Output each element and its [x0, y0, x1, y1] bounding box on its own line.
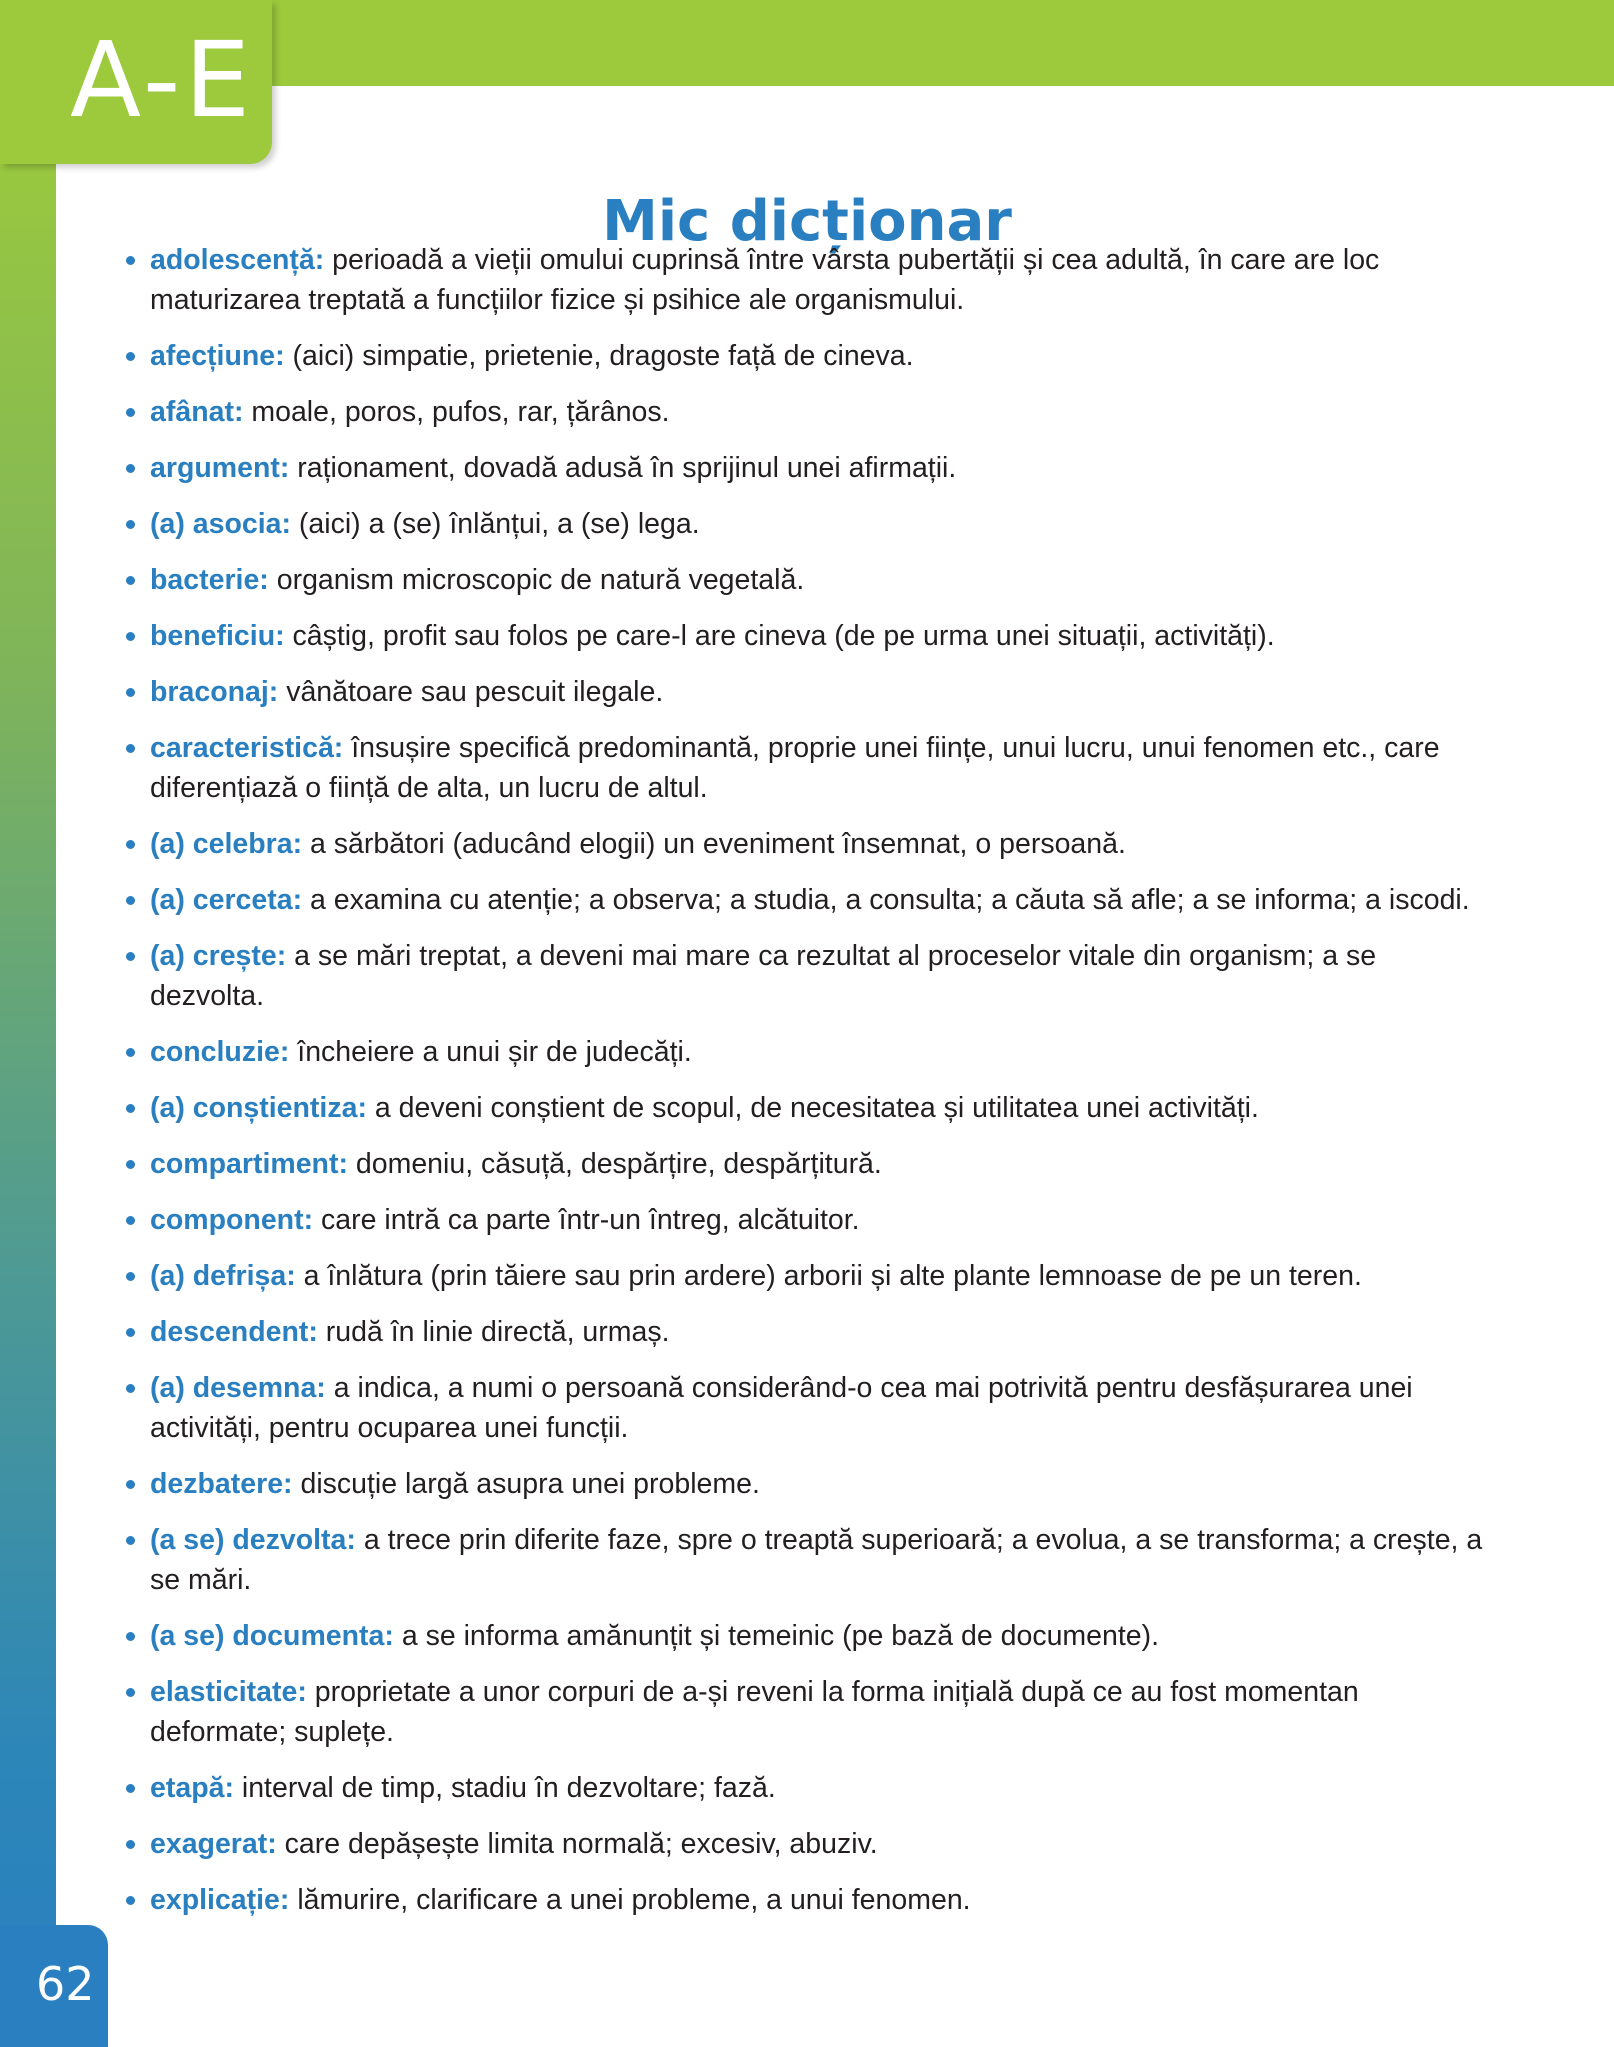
- glossary-definition: vânătoare sau pescuit ilegale.: [286, 676, 664, 708]
- glossary-term: (a se) dezvolta:: [150, 1524, 356, 1556]
- glossary-entry: [150, 672, 1496, 712]
- glossary-definition: rudă în linie directă, urmaș.: [325, 1316, 670, 1348]
- glossary-entry: [150, 448, 1496, 488]
- glossary-definition: (aici) simpatie, prietenie, dragoste față de cineva.: [292, 340, 914, 372]
- side-color-band: [0, 86, 56, 2047]
- glossary-entry: [150, 1616, 1496, 1656]
- glossary-definition: interval de timp, stadiu în dezvoltare; fază.: [241, 1772, 776, 1804]
- glossary-term: bacterie:: [150, 564, 269, 596]
- glossary-definition: a deveni conștient de scopul, de necesitatea și utilitatea unei activități.: [374, 1092, 1259, 1124]
- glossary-term: caracteristică:: [150, 732, 344, 764]
- glossary-entry: [150, 1520, 1496, 1600]
- glossary-definition: lămurire, clarificare a unei probleme, a unui fenomen.: [297, 1884, 971, 1916]
- glossary-definition: câștig, profit sau folos pe care-l are cineva (de pe urma unei situații, activități).: [292, 620, 1275, 652]
- glossary-entry: [150, 880, 1496, 920]
- glossary-term: elasticitate:: [150, 1676, 307, 1708]
- glossary-entry: [150, 1200, 1496, 1240]
- glossary-entry: [150, 728, 1496, 808]
- glossary-entry: [150, 1768, 1496, 1808]
- glossary-term: beneficiu:: [150, 620, 285, 652]
- glossary-definition: domeniu, căsuță, despărțire, despărțitură.: [355, 1148, 882, 1180]
- glossary-entry: [150, 1368, 1496, 1448]
- glossary-term: adolescență:: [150, 244, 325, 276]
- glossary-term: argument:: [150, 452, 290, 484]
- glossary-definition: a sărbători (aducând elogii) un eveniment însemnat, o persoană.: [309, 828, 1126, 860]
- glossary-entry: [150, 560, 1496, 600]
- glossary-definition: a examina cu atenție; a observa; a studia, a consulta; a căuta să afle; a se informa; a iscodi.: [310, 884, 1470, 916]
- glossary-definition: organism microscopic de natură vegetală.: [276, 564, 805, 596]
- glossary-term: concluzie:: [150, 1036, 290, 1068]
- glossary-entry: [150, 1088, 1496, 1128]
- glossary-term: braconaj:: [150, 676, 279, 708]
- glossary-term: component:: [150, 1204, 314, 1236]
- glossary-list: [150, 240, 1496, 1936]
- glossary-definition: a indica, a numi o persoană considerând-o cea mai potrivită pentru desfășurarea unei activități, pentru ocuparea unei funcții.: [150, 1372, 1413, 1444]
- page-number-box: [0, 1925, 108, 2047]
- glossary-term: exagerat:: [150, 1828, 277, 1860]
- glossary-definition: însușire specifică predominantă, proprie unei ființe, unui lucru, unui fenomen etc., care diferențiază o ființă de alta, un lucru de altul.: [150, 732, 1440, 804]
- glossary-entry: [150, 1464, 1496, 1504]
- glossary-entry: [150, 1312, 1496, 1352]
- glossary-entry: [150, 336, 1496, 376]
- glossary-definition: care intră ca parte într-un întreg, alcătuitor.: [321, 1204, 860, 1236]
- glossary-term: (a) celebra:: [150, 828, 303, 860]
- glossary-definition: care depășește limita normală; excesiv, abuziv.: [284, 1828, 878, 1860]
- glossary-definition: perioadă a vieții omului cuprinsă între vârsta pubertății și cea adultă, în care are loc maturizarea treptată a funcțiilor fizice și psihice ale organismului.: [150, 244, 1380, 316]
- glossary-definition: a se mări treptat, a deveni mai mare ca rezultat al proceselor vitale din organism; a se dezvolta.: [150, 940, 1377, 1012]
- glossary-definition: a trece prin diferite faze, spre o treaptă superioară; a evolua, a se transforma; a crește, a se mări.: [150, 1524, 1483, 1596]
- glossary-definition: (aici) a (se) înlănțui, a (se) lega.: [298, 508, 700, 540]
- glossary-entry: [150, 504, 1496, 544]
- glossary-definition: proprietate a unor corpuri de a-și reveni la forma inițială după ce au fost momentan deformate; suplețe.: [150, 1676, 1359, 1748]
- glossary-term: (a) desemna:: [150, 1372, 326, 1404]
- glossary-definition: a se informa amănunțit și temeinic (pe bază de documente).: [401, 1620, 1160, 1652]
- glossary-term: (a) conștientiza:: [150, 1092, 367, 1124]
- letter-range-label: A-E: [70, 19, 255, 141]
- glossary-term: afânat:: [150, 396, 244, 428]
- glossary-term: explicație:: [150, 1884, 290, 1916]
- glossary-entry: [150, 1672, 1496, 1752]
- glossary-term: (a) cerceta:: [150, 884, 303, 916]
- glossary-entry: [150, 824, 1496, 864]
- glossary-term: (a) asocia:: [150, 508, 291, 540]
- glossary-entry: [150, 1256, 1496, 1296]
- glossary-entry: [150, 1032, 1496, 1072]
- glossary-entry: [150, 1144, 1496, 1184]
- glossary-definition: încheiere a unui șir de judecăți.: [297, 1036, 692, 1068]
- glossary-definition: a înlătura (prin tăiere sau prin ardere) arborii și alte plante lemnoase de pe un teren.: [303, 1260, 1362, 1292]
- glossary-definition: discuție largă asupra unei probleme.: [300, 1468, 760, 1500]
- glossary-term: compartiment:: [150, 1148, 348, 1180]
- glossary-term: etapă:: [150, 1772, 234, 1804]
- glossary-entry: [150, 240, 1496, 320]
- glossary-definition: raționament, dovadă adusă în sprijinul unei afirmații.: [297, 452, 957, 484]
- glossary-term: (a se) documenta:: [150, 1620, 394, 1652]
- glossary-term: (a) crește:: [150, 940, 287, 972]
- glossary-entry: [150, 1880, 1496, 1920]
- glossary-term: afecțiune:: [150, 340, 285, 372]
- glossary-entry: [150, 392, 1496, 432]
- glossary-entry: [150, 616, 1496, 656]
- glossary-term: (a) defrișa:: [150, 1260, 296, 1292]
- glossary-entry: [150, 936, 1496, 1016]
- glossary-definition: moale, poros, pufos, rar, țărânos.: [251, 396, 670, 428]
- page-title: Mic dicționar: [602, 188, 1012, 254]
- page-number: 62: [36, 1957, 95, 2011]
- glossary-term: descendent:: [150, 1316, 318, 1348]
- glossary-term: dezbatere:: [150, 1468, 293, 1500]
- glossary-entry: [150, 1824, 1496, 1864]
